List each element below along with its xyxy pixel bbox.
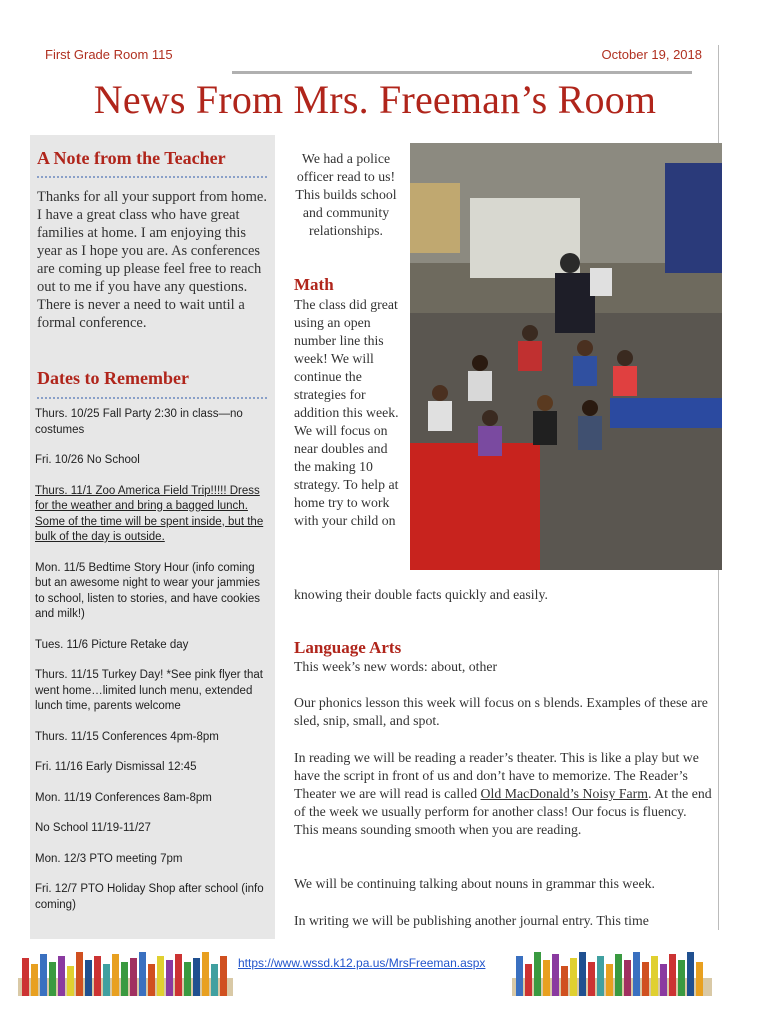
- classroom-photo: [410, 143, 722, 570]
- new-words: This week’s new words: about, other: [294, 659, 498, 674]
- date-item: Mon. 11/5 Bedtime Story Hour (info coming but an awesome night to wear your jammies to school, listen to stories, and have cookies and milk!): [35, 561, 261, 620]
- date-item: Thurs. 11/15 Conferences 4pm-8pm: [35, 730, 219, 743]
- math-heading: Math: [294, 275, 334, 294]
- date-item: Mon. 12/3 PTO meeting 7pm: [35, 852, 183, 865]
- date-item: Fri. 10/26 No School: [35, 454, 140, 466]
- teacher-note-body: Thanks for all your support from home. I have a great class who have great families at home. I am enjoying this year as I hope you are. As conferences are coming up please feel free to reach out to me if you have any questions. There is never a need to wait until a formal conference.: [37, 189, 267, 331]
- writing-paragraph: In writing we will be publishing another journal entry. This time: [294, 913, 649, 928]
- date-item: Thurs. 10/25 Fall Party 2:30 in class—no costumes: [35, 408, 243, 436]
- dates-list: [35, 407, 270, 928]
- language-arts-heading: Language Arts: [294, 638, 402, 657]
- date-item: Tues. 11/6 Picture Retake day: [35, 638, 189, 651]
- readers-theater-title: Old MacDonald’s Noisy Farm: [480, 786, 649, 801]
- math-body-continued: knowing their double facts quickly and easily.: [294, 587, 548, 602]
- pencil-banner-right: [512, 950, 712, 996]
- date-item: Mon. 11/19 Conferences 8am-8pm: [35, 791, 212, 804]
- divider: [37, 176, 267, 178]
- reading-text: . At the end of the week we usually perform for another class! Our focus is fluency. This means sounding smooth when you are reading.: [294, 786, 712, 837]
- reading-paragraph: [294, 749, 714, 839]
- date-item-field-trip: Thurs. 11/1 Zoo America Field Trip!!!!! Dress for the weather and bring a bagged lunch. Some of the time will be spent inside, but the bulk of the day is outside.: [35, 484, 264, 543]
- reading-text: In reading we will be reading a reader’s theater. This is like a play but we have the script in front of us and don’t have to memorize. The Reader’s Theater we are will read is called: [294, 750, 699, 801]
- photo-caption: We had a police officer read to us! This builds school and community relationships.: [295, 151, 397, 238]
- date-item: Fri. 12/7 PTO Holiday Shop after school (info coming): [35, 883, 264, 911]
- date-item: Thurs. 11/15 Turkey Day! *See pink flyer that went home…limited lunch menu, extended lunch time, parents welcome: [35, 669, 263, 712]
- newsletter-date: October 19, 2018: [601, 47, 702, 62]
- room-label: First Grade Room 115: [45, 47, 173, 62]
- pencil-banner-left: [18, 950, 233, 996]
- divider: [37, 397, 267, 399]
- phonics-paragraph: Our phonics lesson this week will focus on s blends. Examples of these are sled, snip, small, and spot.: [294, 695, 708, 728]
- date-item: No School 11/19-11/27: [35, 822, 151, 834]
- grammar-paragraph: We will be continuing talking about nouns in grammar this week.: [294, 876, 655, 891]
- date-item: Fri. 11/16 Early Dismissal 12:45: [35, 761, 197, 773]
- teacher-note-heading: A Note from the Teacher: [37, 148, 226, 168]
- dates-heading: Dates to Remember: [37, 368, 189, 388]
- page-title: News From Mrs. Freeman’s Room: [93, 77, 657, 122]
- website-link[interactable]: https://www.wssd.k12.pa.us/MrsFreeman.aspx: [238, 956, 486, 970]
- math-body: The class did great using an open number line this week! We will continue the strategies for addition this week. We will focus on near doubles and the making 10 strategy. To help at home try to work with your child on: [294, 297, 399, 528]
- header-rule: [232, 71, 692, 74]
